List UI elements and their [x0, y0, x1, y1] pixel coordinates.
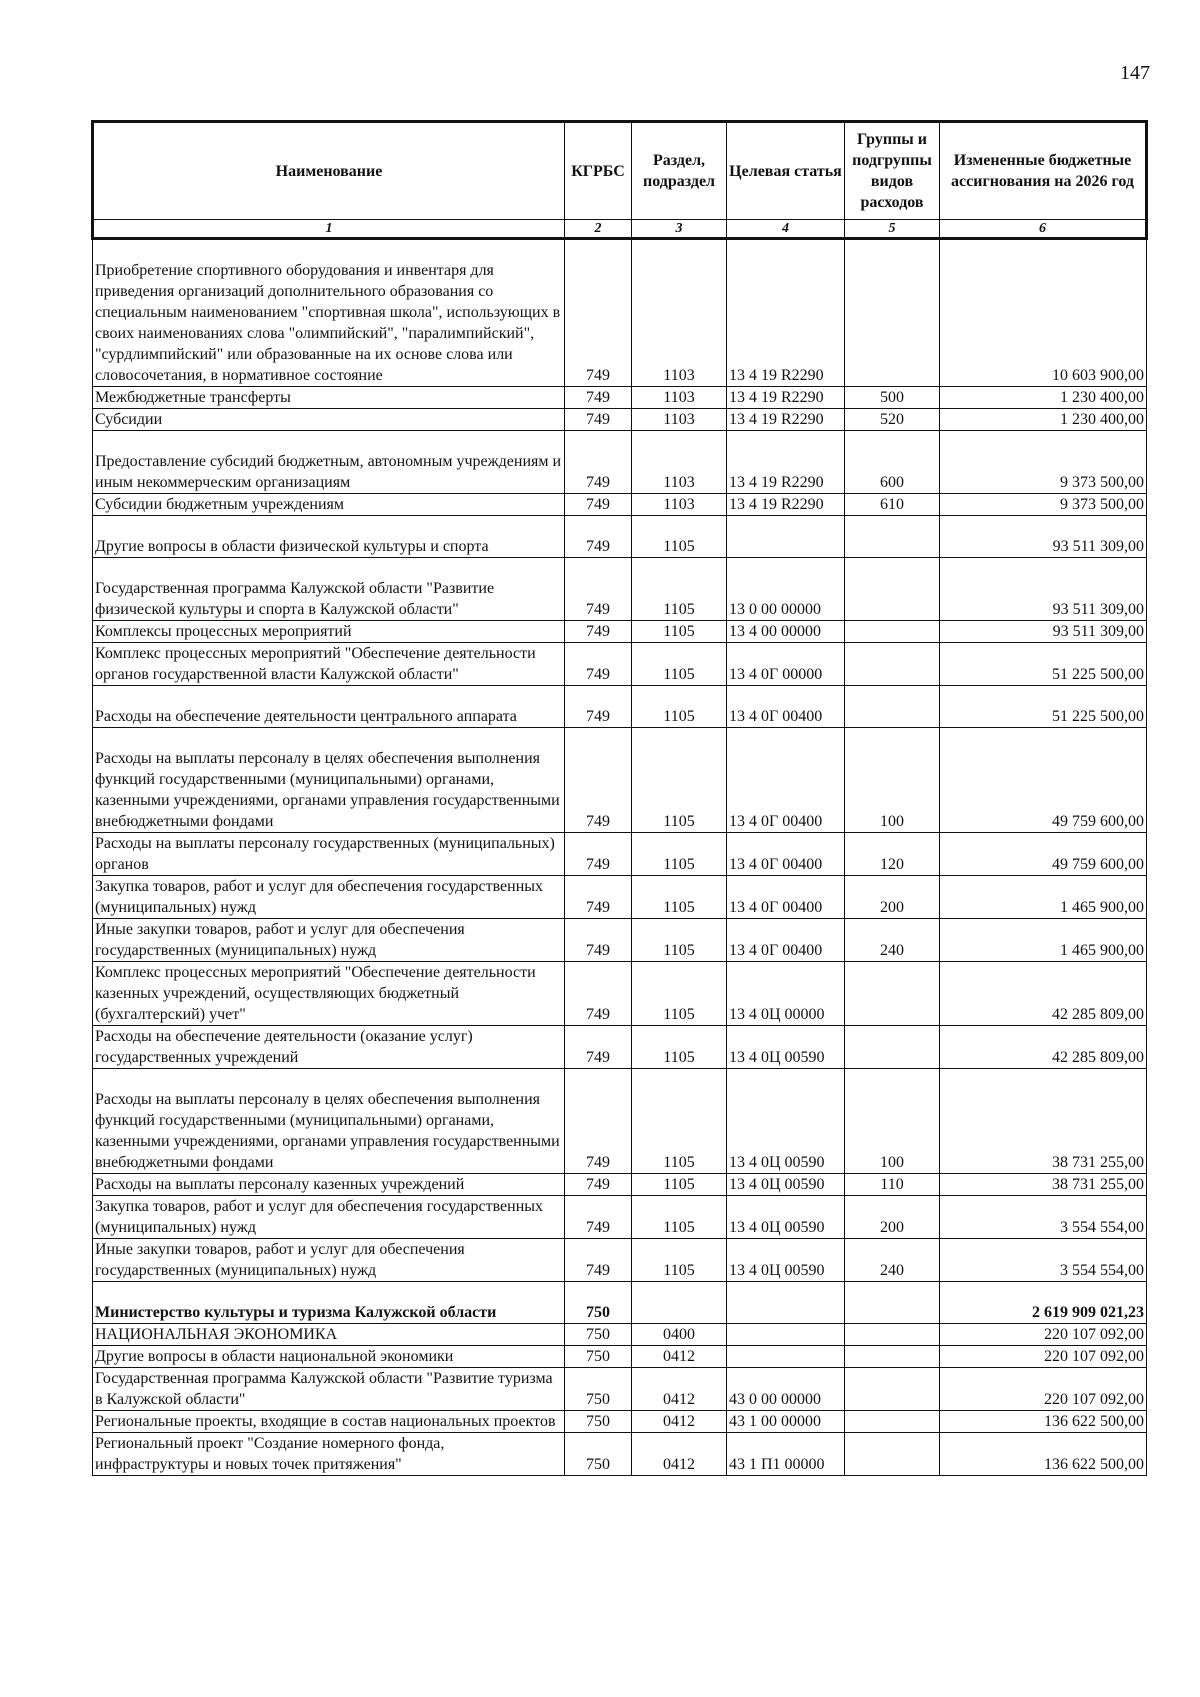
cell-gruppa: 100 — [845, 728, 940, 833]
cell-gruppa: 520 — [845, 409, 940, 431]
cell-gruppa — [845, 643, 940, 686]
cell-gruppa — [845, 1411, 940, 1433]
cell-razdel: 1105 — [632, 962, 727, 1026]
cell-name: Министерство культуры и туризма Калужской области — [93, 1282, 565, 1324]
cell-kgrbs: 749 — [565, 621, 632, 643]
table-row — [93, 643, 1147, 686]
table-row — [93, 1433, 1147, 1476]
cell-amount: 38 731 255,00 — [940, 1174, 1147, 1196]
cell-razdel: 1103 — [632, 387, 727, 409]
cell-celevaya: 13 4 0Г 00000 — [727, 643, 845, 686]
table-body — [93, 239, 1147, 1476]
cell-kgrbs: 749 — [565, 1026, 632, 1069]
cell-amount: 1 230 400,00 — [940, 387, 1147, 409]
cell-kgrbs: 750 — [565, 1282, 632, 1324]
cell-razdel: 1105 — [632, 621, 727, 643]
cell-celevaya — [727, 516, 845, 558]
cell-kgrbs: 750 — [565, 1346, 632, 1368]
cell-name: Другие вопросы в области физической культуры и спорта — [93, 516, 565, 558]
cell-kgrbs: 749 — [565, 431, 632, 494]
cell-gruppa — [845, 1433, 940, 1476]
cell-razdel: 1105 — [632, 516, 727, 558]
table-row — [93, 621, 1147, 643]
table-row — [93, 1174, 1147, 1196]
cell-gruppa — [845, 962, 940, 1026]
table-row — [93, 728, 1147, 833]
column-number: 1 — [93, 220, 565, 239]
cell-celevaya: 13 4 0Г 00400 — [727, 728, 845, 833]
table-row — [93, 1282, 1147, 1324]
cell-name: Расходы на выплаты персоналу в целях обеспечения выполнения функций государственными (муниципальными) органами, казенными учреждениями, органами управления государственными внебюджетными фондами — [93, 728, 565, 833]
cell-kgrbs: 749 — [565, 1069, 632, 1174]
cell-gruppa — [845, 516, 940, 558]
cell-kgrbs: 749 — [565, 686, 632, 728]
cell-celevaya — [727, 1324, 845, 1346]
cell-amount: 93 511 309,00 — [940, 621, 1147, 643]
cell-kgrbs: 750 — [565, 1324, 632, 1346]
column-number: 6 — [940, 220, 1147, 239]
cell-razdel: 1105 — [632, 1239, 727, 1282]
cell-celevaya: 13 4 19 R2290 — [727, 431, 845, 494]
cell-celevaya: 43 1 00 00000 — [727, 1411, 845, 1433]
cell-name: Другие вопросы в области национальной экономики — [93, 1346, 565, 1368]
header-razdel: Раздел, подраздел — [632, 122, 727, 220]
cell-razdel: 1105 — [632, 1196, 727, 1239]
table-row — [93, 1411, 1147, 1433]
cell-amount: 3 554 554,00 — [940, 1239, 1147, 1282]
cell-amount: 42 285 809,00 — [940, 962, 1147, 1026]
cell-gruppa — [845, 239, 940, 387]
cell-amount: 1 230 400,00 — [940, 409, 1147, 431]
cell-kgrbs: 749 — [565, 558, 632, 621]
table-row — [93, 494, 1147, 516]
cell-kgrbs: 749 — [565, 962, 632, 1026]
cell-gruppa: 200 — [845, 1196, 940, 1239]
cell-kgrbs: 749 — [565, 728, 632, 833]
cell-amount: 1 465 900,00 — [940, 919, 1147, 962]
cell-name: Закупка товаров, работ и услуг для обеспечения государственных (муниципальных) нужд — [93, 1196, 565, 1239]
header-gruppa: Группы и подгруппы видов расходов — [845, 122, 940, 220]
cell-razdel: 1105 — [632, 919, 727, 962]
cell-name: НАЦИОНАЛЬНАЯ ЭКОНОМИКА — [93, 1324, 565, 1346]
cell-razdel: 1103 — [632, 239, 727, 387]
column-number: 5 — [845, 220, 940, 239]
cell-gruppa — [845, 1346, 940, 1368]
table-row — [93, 239, 1147, 387]
cell-razdel: 0412 — [632, 1346, 727, 1368]
cell-name: Комплекс процессных мероприятий "Обеспечение деятельности казенных учреждений, осуществляющих бюджетный (бухгалтерский) учет" — [93, 962, 565, 1026]
header-name: Наименование — [93, 122, 565, 220]
header-amount: Измененные бюджетные ассигнования на 2026 год — [940, 122, 1147, 220]
cell-razdel — [632, 1282, 727, 1324]
cell-amount: 2 619 909 021,23 — [940, 1282, 1147, 1324]
table-row — [93, 1346, 1147, 1368]
page-number: 147 — [1120, 62, 1150, 84]
table-row — [93, 833, 1147, 876]
cell-gruppa: 110 — [845, 1174, 940, 1196]
column-number: 2 — [565, 220, 632, 239]
cell-kgrbs: 749 — [565, 876, 632, 919]
table-row — [93, 876, 1147, 919]
cell-celevaya: 13 4 19 R2290 — [727, 387, 845, 409]
cell-amount: 93 511 309,00 — [940, 516, 1147, 558]
table-row — [93, 1069, 1147, 1174]
cell-razdel: 1105 — [632, 876, 727, 919]
cell-name: Комплекс процессных мероприятий "Обеспечение деятельности органов государственной власти Калужской области" — [93, 643, 565, 686]
column-number: 3 — [632, 220, 727, 239]
cell-amount: 42 285 809,00 — [940, 1026, 1147, 1069]
cell-name: Субсидии — [93, 409, 565, 431]
cell-kgrbs: 749 — [565, 1196, 632, 1239]
table-row — [93, 1324, 1147, 1346]
table-row — [93, 558, 1147, 621]
cell-name: Предоставление субсидий бюджетным, автономным учреждениям и иным некоммерческим организациям — [93, 431, 565, 494]
cell-celevaya: 13 4 0Ц 00590 — [727, 1239, 845, 1282]
cell-name: Иные закупки товаров, работ и услуг для обеспечения государственных (муниципальных) нужд — [93, 1239, 565, 1282]
cell-celevaya: 43 0 00 00000 — [727, 1368, 845, 1411]
cell-razdel: 1103 — [632, 409, 727, 431]
cell-kgrbs: 749 — [565, 239, 632, 387]
cell-amount: 9 373 500,00 — [940, 494, 1147, 516]
table-row — [93, 962, 1147, 1026]
column-number-row — [93, 220, 1147, 239]
cell-amount: 3 554 554,00 — [940, 1196, 1147, 1239]
cell-celevaya: 13 0 00 00000 — [727, 558, 845, 621]
cell-kgrbs: 750 — [565, 1411, 632, 1433]
cell-name: Комплексы процессных мероприятий — [93, 621, 565, 643]
cell-kgrbs: 749 — [565, 643, 632, 686]
cell-amount: 220 107 092,00 — [940, 1324, 1147, 1346]
cell-name: Расходы на выплаты персоналу государственных (муниципальных) органов — [93, 833, 565, 876]
cell-name: Расходы на обеспечение деятельности (оказание услуг) государственных учреждений — [93, 1026, 565, 1069]
cell-celevaya: 13 4 0Ц 00590 — [727, 1196, 845, 1239]
cell-amount: 220 107 092,00 — [940, 1368, 1147, 1411]
table-row — [93, 431, 1147, 494]
cell-celevaya: 13 4 0Г 00400 — [727, 833, 845, 876]
cell-gruppa — [845, 1282, 940, 1324]
cell-amount: 51 225 500,00 — [940, 643, 1147, 686]
cell-amount: 136 622 500,00 — [940, 1411, 1147, 1433]
header-kgrbs: КГРБС — [565, 122, 632, 220]
cell-razdel: 1105 — [632, 1174, 727, 1196]
cell-kgrbs: 749 — [565, 833, 632, 876]
table-row — [93, 387, 1147, 409]
table-row — [93, 1239, 1147, 1282]
cell-kgrbs: 749 — [565, 1239, 632, 1282]
table-row — [93, 409, 1147, 431]
cell-name: Расходы на выплаты персоналу казенных учреждений — [93, 1174, 565, 1196]
cell-razdel: 1105 — [632, 1026, 727, 1069]
cell-celevaya: 13 4 0Ц 00590 — [727, 1174, 845, 1196]
table-row — [93, 686, 1147, 728]
cell-amount: 1 465 900,00 — [940, 876, 1147, 919]
cell-kgrbs: 749 — [565, 516, 632, 558]
cell-celevaya: 13 4 19 R2290 — [727, 239, 845, 387]
table-row — [93, 919, 1147, 962]
budget-allocations-table — [91, 120, 1148, 1476]
cell-kgrbs: 749 — [565, 387, 632, 409]
cell-razdel: 1105 — [632, 643, 727, 686]
cell-kgrbs: 749 — [565, 919, 632, 962]
cell-celevaya: 13 4 0Ц 00590 — [727, 1026, 845, 1069]
cell-celevaya: 13 4 0Г 00400 — [727, 876, 845, 919]
cell-name: Межбюджетные трансферты — [93, 387, 565, 409]
cell-name: Иные закупки товаров, работ и услуг для обеспечения государственных (муниципальных) нужд — [93, 919, 565, 962]
cell-gruppa: 120 — [845, 833, 940, 876]
cell-gruppa — [845, 558, 940, 621]
cell-kgrbs: 750 — [565, 1433, 632, 1476]
cell-celevaya — [727, 1282, 845, 1324]
cell-gruppa — [845, 1368, 940, 1411]
cell-kgrbs: 749 — [565, 409, 632, 431]
cell-name: Государственная программа Калужской области "Развитие физической культуры и спорта в Калужской области" — [93, 558, 565, 621]
cell-razdel: 1105 — [632, 833, 727, 876]
table-row — [93, 1196, 1147, 1239]
cell-name: Расходы на выплаты персоналу в целях обеспечения выполнения функций государственными (муниципальными) органами, казенными учреждениями, органами управления государственными внебюджетными фондами — [93, 1069, 565, 1174]
cell-name: Государственная программа Калужской области "Развитие туризма в Калужской области" — [93, 1368, 565, 1411]
cell-amount: 93 511 309,00 — [940, 558, 1147, 621]
cell-razdel: 0412 — [632, 1433, 727, 1476]
cell-name: Расходы на обеспечение деятельности центрального аппарата — [93, 686, 565, 728]
cell-kgrbs: 749 — [565, 494, 632, 516]
table-row — [93, 516, 1147, 558]
cell-celevaya: 13 4 19 R2290 — [727, 494, 845, 516]
cell-kgrbs: 749 — [565, 1174, 632, 1196]
table-row — [93, 1026, 1147, 1069]
cell-amount: 49 759 600,00 — [940, 728, 1147, 833]
table-row — [93, 1368, 1147, 1411]
cell-celevaya: 13 4 0Г 00400 — [727, 919, 845, 962]
cell-razdel: 1105 — [632, 558, 727, 621]
cell-name: Региональный проект "Создание номерного фонда, инфраструктуры и новых точек притяжения" — [93, 1433, 565, 1476]
cell-celevaya: 43 1 П1 00000 — [727, 1433, 845, 1476]
cell-kgrbs: 750 — [565, 1368, 632, 1411]
header-celevaya: Целевая статья — [727, 122, 845, 220]
cell-gruppa: 500 — [845, 387, 940, 409]
cell-gruppa: 600 — [845, 431, 940, 494]
cell-razdel: 1105 — [632, 686, 727, 728]
cell-celevaya: 13 4 19 R2290 — [727, 409, 845, 431]
cell-celevaya: 13 4 0Ц 00000 — [727, 962, 845, 1026]
cell-amount: 10 603 900,00 — [940, 239, 1147, 387]
cell-gruppa — [845, 1324, 940, 1346]
cell-gruppa: 610 — [845, 494, 940, 516]
cell-razdel: 0412 — [632, 1411, 727, 1433]
cell-razdel: 1103 — [632, 431, 727, 494]
cell-gruppa: 240 — [845, 1239, 940, 1282]
table-header-row — [93, 122, 1147, 220]
cell-celevaya: 13 4 0Г 00400 — [727, 686, 845, 728]
cell-amount: 9 373 500,00 — [940, 431, 1147, 494]
cell-celevaya — [727, 1346, 845, 1368]
cell-name: Региональные проекты, входящие в состав национальных проектов — [93, 1411, 565, 1433]
cell-amount: 38 731 255,00 — [940, 1069, 1147, 1174]
cell-name: Субсидии бюджетным учреждениям — [93, 494, 565, 516]
cell-razdel: 0412 — [632, 1368, 727, 1411]
cell-gruppa: 240 — [845, 919, 940, 962]
cell-amount: 51 225 500,00 — [940, 686, 1147, 728]
cell-celevaya: 13 4 00 00000 — [727, 621, 845, 643]
cell-razdel: 1103 — [632, 494, 727, 516]
cell-razdel: 0400 — [632, 1324, 727, 1346]
column-number: 4 — [727, 220, 845, 239]
cell-gruppa: 100 — [845, 1069, 940, 1174]
cell-name: Приобретение спортивного оборудования и инвентаря для приведения организаций дополнительного образования со специальным наименованием "спортивная школа", использующих в своих наименованиях слова "олимпийский", "паралимпийский", "сурдлимпийский" или образованные на их основе слова или словосочетания, в нормативное состояние — [93, 239, 565, 387]
cell-amount: 136 622 500,00 — [940, 1433, 1147, 1476]
cell-gruppa — [845, 1026, 940, 1069]
cell-gruppa — [845, 686, 940, 728]
cell-celevaya: 13 4 0Ц 00590 — [727, 1069, 845, 1174]
cell-name: Закупка товаров, работ и услуг для обеспечения государственных (муниципальных) нужд — [93, 876, 565, 919]
cell-amount: 220 107 092,00 — [940, 1346, 1147, 1368]
cell-razdel: 1105 — [632, 1069, 727, 1174]
cell-razdel: 1105 — [632, 728, 727, 833]
cell-amount: 49 759 600,00 — [940, 833, 1147, 876]
cell-gruppa: 200 — [845, 876, 940, 919]
cell-gruppa — [845, 621, 940, 643]
